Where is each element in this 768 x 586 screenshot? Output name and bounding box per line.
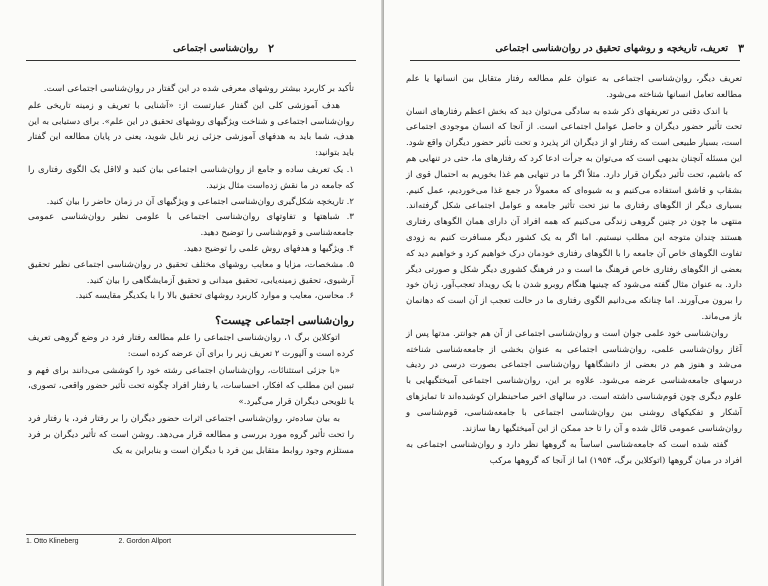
right-page-number: ۳	[738, 41, 744, 55]
right-body-text	[406, 72, 742, 471]
list-item: ۵. مشخصات، مزایا و معایب روشهای مختلف تحقیق در روان‌شناسی اجتماعی نظیر تحقیق آرشیوی، تحقیق زمینه‌یابی، تحقیق میدانی و تحقیق آزمایشگاهی را بیان کنید.	[28, 259, 354, 286]
paragraph: تعریف دیگر، روان‌شناسی اجتماعی به عنوان علم مطالعه رفتار متقابل بین انسانها یا علم مطالعه تعامل انسانها شناخته می‌شود.	[406, 74, 742, 100]
left-header-rule	[26, 60, 356, 61]
right-running-head	[495, 40, 744, 56]
paragraph: اتوکلاین برگ ۱، روان‌شناسی اجتماعی را علم مطالعه رفتار فرد در وضع گروهی تعریف کرده است و آلپورت ۲ تعریف زیر را برای آن عرضه کرده است:	[28, 332, 354, 359]
list-item: ۲. تاریخچه شکل‌گیری روان‌شناسی اجتماعی و ویژگیهای آن در زمان حاضر را بیان کنید.	[46, 196, 354, 207]
left-running-head	[173, 40, 274, 56]
right-header-rule	[410, 60, 740, 61]
footnote: 2. Gordon Allport	[118, 538, 172, 545]
list-item: ۶. محاسن، معایب و موارد کاربرد روشهای تحقیق بالا را با یکدیگر مقایسه کنید.	[75, 291, 354, 302]
right-page	[384, 0, 768, 586]
list-item: ۱. یک تعریف ساده و جامع از روان‌شناسی اجتماعی بیان کنید و لااقل یک الگوی رفتاری را که جامعه در ما نقش زده‌است مثال بزنید.	[28, 164, 354, 191]
paragraph: تأکید بر کاربرد بیشتر روشهای معرفی شده در این گفتار در روان‌شناسی اجتماعی است.	[43, 84, 354, 94]
left-running-head-title: روان‌شناسی اجتماعی	[173, 42, 259, 54]
quote-paragraph: «با جزئی استثنائات، روان‌شناسان اجتماعی رشته خود را کوششی می‌دانند برای فهم و تبیین این مطلب که افکار، احساسات، یا رفتار افراد چگونه تحت تأثیر حضور واقعی، تصوری، یا تلویحی دیگران قرار می‌گیرد.»	[28, 365, 354, 408]
paragraph: هدف آموزشی کلی این گفتار عبارتست از: «آشنایی با تعریف و زمینه تاریخی علم روان‌شناسی اجتماعی و شناخت ویژگیهای روشهای تحقیق در این علم». برای دستیابی به این هدف، شما باید به هدفهای آموزشی جزئی زیر نایل شوید، یعنی در پایان مطالعه این گفتار باید بتوانید:	[28, 100, 354, 159]
footnotes	[26, 534, 356, 545]
paragraph: گفته شده است که جامعه‌شناسی اساساً به گروهها نظر دارد و روان‌شناسی اجتماعی به افراد در میان گروهها (اتوکلاین برگ، ۱۹۵۴) اما از آنجا که گروهها مرکب	[406, 440, 742, 467]
paragraph: روان‌شناسی خود علمی جوان است و روان‌شناسی اجتماعی از آن هم جوانتر. مدتها پس از آغاز روان‌شناسی علمی، روان‌شناسی اجتماعی به عنوان بخشی از جامعه‌شناسی شناخته می‌شد و هنوز هم در بعضی از دانشگاهها روان‌شناسی اجتماعی بصورت درسی در ردیف درسهای جامعه‌شناسی عرضه می‌شود. علاوه بر این، روان‌شناسی اجتماعی آمیختگیهایی با علوم دیگری چون قوم‌شناسی داشته است. در سالهای اخیر صاحبنظران کوشیده‌اند تا تمایزهای آشکار و تفکیکهای روشنی بین روان‌شناسی اجتماعی با جامعه‌شناسی، قوم‌شناسی و روان‌شناسی عمومی قائل شده و آن را تا حد ممکن از این آمیختگیها رها سازند.	[406, 328, 742, 434]
footnote: 1. Otto Klineberg	[26, 538, 79, 545]
section-heading: روان‌شناسی اجتماعی چیست؟	[215, 314, 354, 328]
list-item: ۴. ویژگیها و هدفهای روش علمی را توضیح دهید.	[183, 243, 354, 254]
right-running-head-title: تعریف، تاریخچه و روشهای تحقیق در روان‌شناسی اجتماعی	[495, 42, 729, 54]
list-item: ۳. شباهتها و تفاوتهای روان‌شناسی اجتماعی با علومی نظیر روان‌شناسی عمومی جامعه‌شناسی و قوم‌شناسی را توضیح دهید.	[28, 212, 354, 239]
paragraph: به بیان ساده‌تر، روان‌شناسی اجتماعی اثرات حضور دیگران را بر رفتار فرد، یا رفتار فرد را تحت تأثیر گروه مورد بررسی و مطالعه قرار می‌دهد. روشن است که تأثیر دیگران بر فرد مستلزم وجود روابط متقابل بین فرد با دیگران است و بنابراین به یک	[28, 413, 354, 456]
left-body-text	[28, 82, 354, 460]
left-page-number: ۲	[268, 41, 274, 55]
paragraph: با اندک دقتی در تعریفهای ذکر شده به سادگی می‌توان دید که بخش اعظم رفتارهای انسان تحت تأثیر حضور دیگران و حاصل عوامل اجتماعی است. از آنجا که انسان موجودی اجتماعی است، بسیار طبیعی است که رفتار او از دیگران اثر پذیرد و تحت تأثیر حضور دیگران واقع شود. این مسئله آنچنان بدیهی است که می‌توان به جرأت ادعا کرد که رفتارهای ما، حتی در تنهایی هم که باشیم، تحت تأثیر دیگران قرار دارد. مثلاً اگر ما در تنهایی هم غذا بخوریم به احتمال قوی از بشقاب و قاشق استفاده می‌کنیم و به شیوه‌ای که معمولاً در جمع غذا می‌خوردیم، عمل کنیم. بسیاری دیگر از الگوهای رفتاری ما نیز تحت تأثیر جامعه و عوامل اجتماعی شکل گرفته‌اند. منتهی ما چون در چنین گروهی زندگی می‌کنیم که همه افراد آن دارای همان الگوهای رفتاری هستند چندان متوجه این مطلب نیستیم. اما اگر به یک کشور دیگر مسافرت کنیم به زودی تفاوت الگوهای خاص آن جامعه را با الگوهای رفتاری خودمان درک خواهیم کرد و خواهیم دید که بعضی از الگوهای رفتاری خاص فرهنگ ما است و در فرهنگ کشوری دیگر شکل و صورتی دیگر دارد. به عنوان مثال گفته می‌شود که چینیها هنگام روبرو شدن با یک رویداد تعجب‌آور، زبان خود را بیرون می‌آورند. اما چنانکه می‌دانیم الگوی رفتاری ما در حالت تعجب از آن است که دهانمان باز می‌ماند.	[406, 106, 742, 322]
